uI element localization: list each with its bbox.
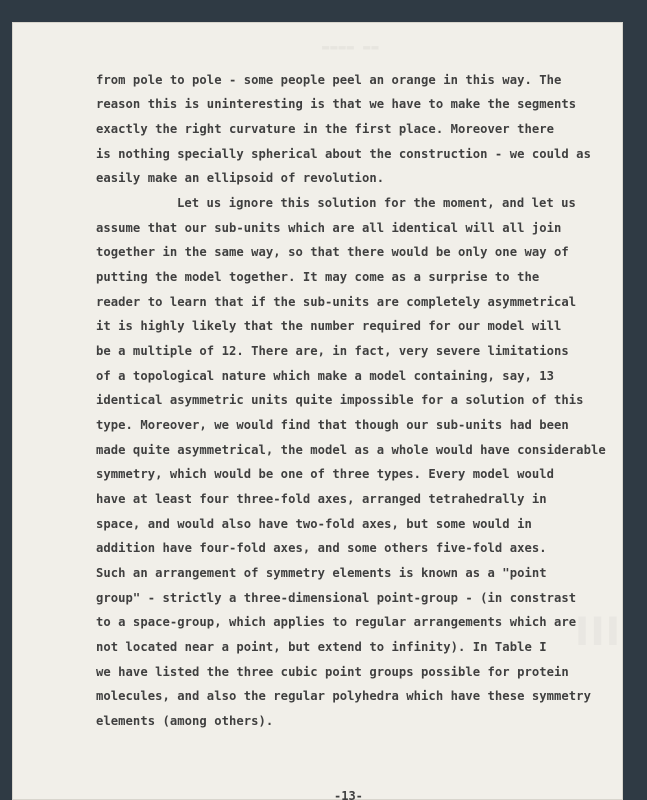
text-line-18: have at least four three-fold axes, arranged tetrahedrally in	[96, 492, 547, 506]
text-line-25: we have listed the three cubic point groups possible for protein	[96, 665, 569, 679]
text-line-6: Let us ignore this solution for the moment, and let us	[177, 196, 576, 210]
text-line-11: it is highly likely that the number required for our model will	[96, 319, 562, 333]
text-line-3: exactly the right curvature in the first place. Moreover there	[96, 122, 555, 136]
text-line-14: identical asymmetric units quite impossible for a solution of this	[96, 393, 584, 407]
text-line-2: reason this is uninteresting is that we have to make the segments	[96, 97, 577, 111]
text-line-16: made quite asymmetrical, the model as a whole would have considerable	[96, 443, 606, 457]
text-line-5: easily make an ellipsoid of revolution.	[96, 171, 385, 185]
typed-page	[12, 22, 623, 800]
text-line-20: addition have four-fold axes, and some others five-fold axes.	[96, 541, 547, 555]
page-number: -13-	[334, 789, 363, 800]
text-line-12: be a multiple of 12. There are, in fact, very severe limitations	[96, 344, 569, 358]
text-line-24: not located near a point, but extend to infinity). In Table I	[96, 640, 547, 654]
text-line-19: space, and would also have two-fold axes, but some would in	[96, 517, 532, 531]
text-line-27: elements (among others).	[96, 714, 274, 728]
text-line-13: of a topological nature which make a model containing, say, 13	[96, 369, 555, 383]
text-line-15: type. Moreover, we would find that though our sub-units had been	[96, 418, 569, 432]
text-line-9: putting the model together. It may come as a surprise to the	[96, 270, 540, 284]
text-line-4: is nothing specially spherical about the construction - we could as	[96, 147, 591, 161]
bleed-through-mark: ▬▬▬▬ ▬▬	[322, 40, 380, 54]
text-line-7: assume that our sub-units which are all identical will all join	[96, 221, 562, 235]
text-line-26: molecules, and also the regular polyhedra which have these symmetry	[96, 689, 591, 703]
text-line-21: Such an arrangement of symmetry elements is known as a "point	[96, 566, 547, 580]
text-line-22: group" - strictly a three-dimensional point-group - (in constrast	[96, 591, 577, 605]
bleed-through-side-mark: ▌▌▌	[578, 617, 625, 645]
text-line-17: symmetry, which would be one of three types. Every model would	[96, 467, 555, 481]
text-line-10: reader to learn that if the sub-units are completely asymmetrical	[96, 295, 577, 309]
text-line-23: to a space-group, which applies to regular arrangements which are	[96, 615, 577, 629]
text-line-8: together in the same way, so that there would be only one way of	[96, 245, 569, 259]
text-line-1: from pole to pole - some people peel an orange in this way. The	[96, 73, 562, 87]
